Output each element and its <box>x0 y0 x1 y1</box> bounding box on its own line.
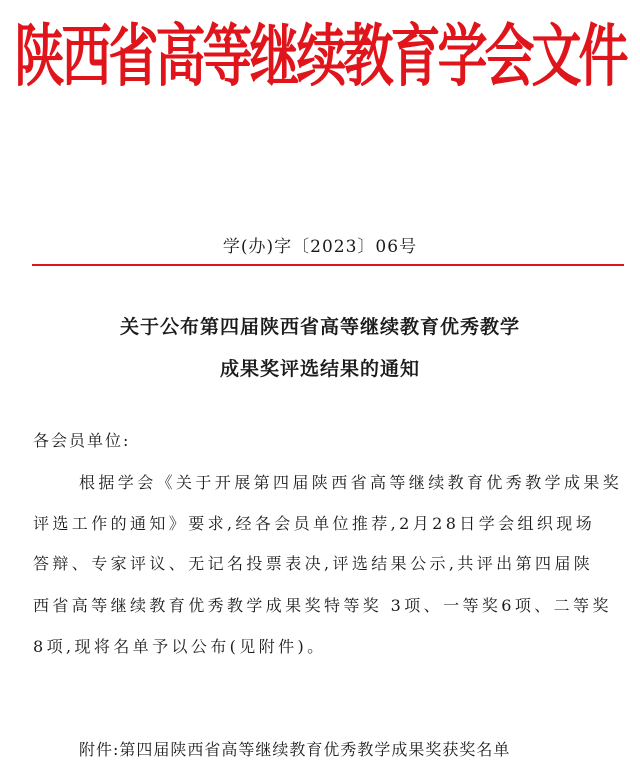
salutation: 各会员单位: <box>33 431 131 450</box>
notice-title-line-1: 关于公布第四届陕西省高等继续教育优秀教学 <box>119 316 520 338</box>
body-paragraph-line: 评选工作的通知》要求,经各会员单位推荐,2月28日学会组织现场 <box>33 514 596 533</box>
body-paragraph-line: 8项,现将名单予以公布(见附件)。 <box>33 637 327 656</box>
document-number: 学(办)字〔2023〕06号 <box>222 237 418 257</box>
body-paragraph-line: 答辩、专家评议、无记名投票表决,评选结果公示,共评出第四届陕 <box>33 554 594 573</box>
body-paragraph-line: 根据学会《关于开展第四届陕西省高等继续教育优秀教学成果奖 <box>79 473 623 492</box>
red-divider-line <box>32 264 624 266</box>
body-paragraph-line: 西省高等继续教育优秀教学成果奖特等奖 3项、一等奖6项、二等奖 <box>33 596 612 615</box>
notice-title-line-2: 成果奖评选结果的通知 <box>219 358 420 380</box>
attachment-note: 附件:第四届陕西省高等继续教育优秀教学成果奖获奖名单 <box>79 740 511 759</box>
document-header-title: 陕西省高等继续教育学会文件 <box>14 17 626 96</box>
